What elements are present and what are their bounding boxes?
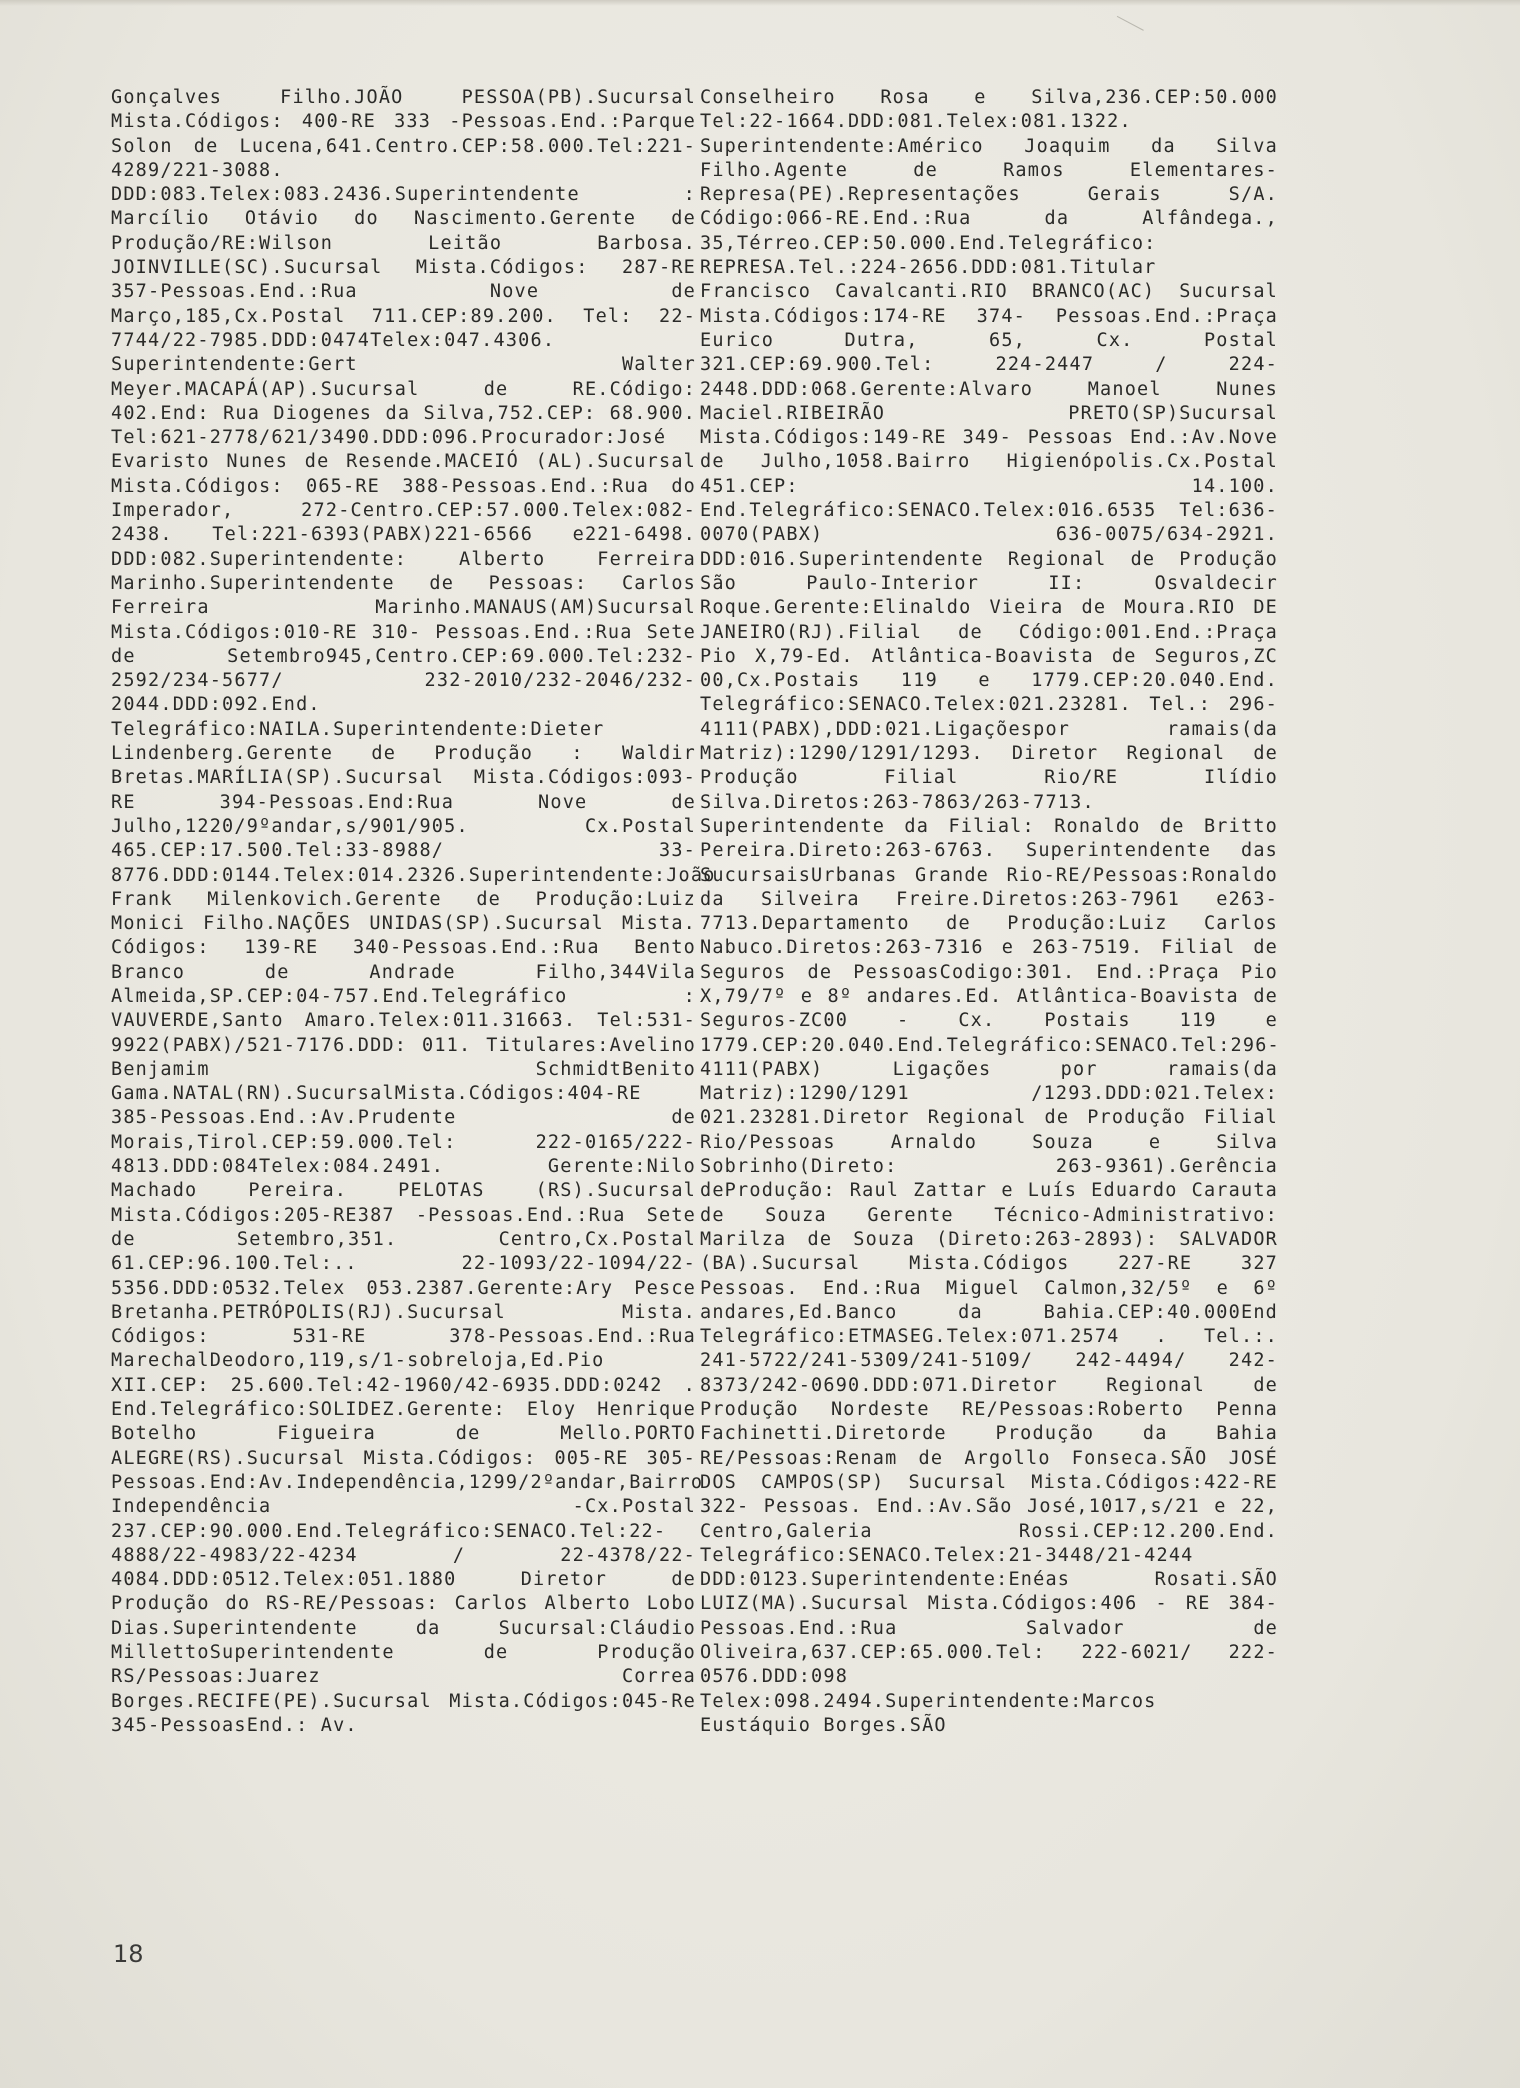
left-column-text: Gonçalves Filho.JOÃO PESSOA(PB).Sucursal Mista.Códigos: 400-RE 333 -Pessoas.End.:Parque Solon de Lucena,641.Centro.CEP:58.000.Tel:221-4289/221-3088. DDD:083.Telex:083.2436.Superintendente : Marcílio Otávio do Nascimento.Gerente de Produção/RE:Wilson Leitão Barbosa. JOINVILLE(SC).Sucursal Mista.Códigos: 287-RE 357-Pessoas.End.:Rua Nove de Março,185,Cx.Postal 711.CEP:89.200. Tel: 22-7744/22-7985.DDD:0474Telex:047.4306. Superintendente:Gert Walter Meyer.MACAPÁ(AP).Sucursal de RE.Código: 402.End: Rua Diogenes da Silva,752.CEP: 68.900. Tel:621-2778/621/3490.DDD:096.Procurador:José Evaristo Nunes de Resende.MACEIÓ (AL).Sucursal Mista.Códigos: 065-RE 388-Pessoas.End.:Rua do Imperador, 272-Centro.CEP:57.000.Telex:082-2438. Tel:221-6393(PABX)221-6566 e221-6498. DDD:082.Superintendente: Alberto Ferreira Marinho.Superintendente de Pessoas: Carlos Ferreira Marinho.MANAUS(AM)Sucursal Mista.Códigos:010-RE 310- Pessoas.End.:Rua Sete de Setembro945,Centro.CEP:69.000.Tel:232-2592/234-5677/ 232-2010/232-2046/232-2044.DDD:092.End. Telegráfico:NAILA.Superintendente:Dieter Lindenberg.Gerente de Produção : Waldir Bretas.MARÍLIA(SP).Sucursal Mista.Códigos:093-RE 394-Pessoas.End:Rua Nove de Julho,1220/9ºandar,s/901/905. Cx.Postal 465.CEP:17.500.Tel:33-8988/ 33-8776.DDD:0144.Telex:014.2326.Superintendente:João Frank Milenkovich.Gerente de Produção:Luiz Monici Filho.NAÇÕES UNIDAS(SP).Sucursal Mista. Códigos: 139-RE 340-Pessoas.End.:Rua Bento Branco de Andrade Filho,344Vila Almeida,SP.CEP:04-757.End.Telegráfico : VAUVERDE,Santo Amaro.Telex:011.31663. Tel:531-9922(PABX)/521-7176.DDD: 011. Titulares:Avelino Benjamim SchmidtBenito Gama.NATAL(RN).SucursalMista.Códigos:404-RE 385-Pessoas.End.:Av.Prudente de Morais,Tirol.CEP:59.000.Tel: 222-0165/222-4813.DDD:084Telex:084.2491. Gerente:Nilo Machado Pereira. PELOTAS (RS).Sucursal Mista.Códigos:205-RE387 -Pessoas.End.:Rua Sete de Setembro,351. Centro,Cx.Postal 61.CEP:96.100.Tel:.. 22-1093/22-1094/22-5356.DDD:0532.Telex 053.2387.Gerente:Ary Pesce Bretanha.PETRÓPOLIS(RJ).Sucursal Mista. Códigos: 531-RE 378-Pessoas.End.:Rua MarechalDeodoro,119,s/1-sobreloja,Ed.Pio XII.CEP: 25.600.Tel:42-1960/42-6935.DDD:0242 . End.Telegráfico:SOLIDEZ.Gerente: Eloy Henrique Botelho Figueira de Mello.PORTO ALEGRE(RS).Sucursal Mista.Códigos: 005-RE 305-Pessoas.End:Av.Independência,1299/2ºandar,Bairro Independência -Cx.Postal 237.CEP:90.000.End.Telegráfico:SENACO.Tel:22-4888/22-4983/22-4234 / 22-4378/22-4084.DDD:0512.Telex:051.1880 Diretor de Produção do RS-RE/Pessoas: Carlos Alberto Lobo Dias.Superintendente da Sucursal:Cláudio MillettoSuperintendente de Produção RS/Pessoas:Juarez Correa Borges.RECIFE(PE).Sucursal Mista.Códigos:045-Re 345-PessoasEnd.: Av. — [111, 87, 716, 1736]
right-column-text: Conselheiro Rosa e Silva,236.CEP:50.000 Tel:22-1664.DDD:081.Telex:081.1322. Superintendente:Américo Joaquim da Silva Filho.Agente de Ramos Elementares-Represa(PE).Representações Gerais S/A. Código:066-RE.End.:Rua da Alfândega., 35,Térreo.CEP:50.000.End.Telegráfico: REPRESA.Tel.:224-2656.DDD:081.Titular Francisco Cavalcanti.RIO BRANCO(AC) Sucursal Mista.Códigos:174-RE 374- Pessoas.End.:Praça Eurico Dutra, 65, Cx. Postal 321.CEP:69.900.Tel: 224-2447 / 224-2448.DDD:068.Gerente:Alvaro Manoel Nunes Maciel.RIBEIRÃO PRETO(SP)Sucursal Mista.Códigos:149-RE 349- Pessoas End.:Av.Nove de Julho,1058.Bairro Higienópolis.Cx.Postal 451.CEP: 14.100. End.Telegráfico:SENACO.Telex:016.6535 Tel:636-0070(PABX) 636-0075/634-2921. DDD:016.Superintendente Regional de Produção São Paulo-Interior II: Osvaldecir Roque.Gerente:Elinaldo Vieira de Moura.RIO DE JANEIRO(RJ).Filial de Código:001.End.:Praça Pio X,79-Ed. Atlântica-Boavista de Seguros,ZC 00,Cx.Postais 119 e 1779.CEP:20.040.End. Telegráfico:SENACO.Telex:021.23281. Tel.: 296-4111(PABX),DDD:021.Ligaçõespor ramais(da Matriz):1290/1291/1293. Diretor Regional de Produção Filial Rio/RE Ilídio Silva.Diretos:263-7863/263-7713. Superintendente da Filial: Ronaldo de Britto Pereira.Direto:263-6763. Superintendente das SucursaisUrbanas Grande Rio-RE/Pessoas:Ronaldo da Silveira Freire.Diretos:263-7961 e263-7713.Departamento de Produção:Luiz Carlos Nabuco.Diretos:263-7316 e 263-7519. Filial de Seguros de PessoasCodigo:301. End.:Praça Pio X,79/7º e 8º andares.Ed. Atlântica-Boavista de Seguros-ZC00 - Cx. Postais 119 e 1779.CEP:20.040.End.Telegráfico:SENACO.Tel:296-4111(PABX) Ligações por ramais(da Matriz):1290/1291 /1293.DDD:021.Telex: 021.23281.Diretor Regional de Produção Filial Rio/Pessoas Arnaldo Souza e Silva Sobrinho(Direto: 263-9361).Gerência deProdução: Raul Zattar e Luís Eduardo Carauta de Souza Gerente Técnico-Administrativo: Marilza de Souza (Direto:263-2893): SALVADOR (BA).Sucursal Mista.Códigos 227-RE 327 Pessoas. End.:Rua Miguel Calmon,32/5º e 6º andares,Ed.Banco da Bahia.CEP:40.000End Telegráfico:ETMASEG.Telex:071.2574 . Tel.:. 241-5722/241-5309/241-5109/ 242-4494/ 242-8373/242-0690.DDD:071.Diretor Regional de Produção Nordeste RE/Pessoas:Roberto Penna Fachinetti.Diretorde Produção da Bahia RE/Pessoas:Renam de Argollo Fonseca.SÃO JOSÉ DOS CAMPOS(SP) Sucursal Mista.Códigos:422-RE 322- Pessoas. End.:Av.São José,1017,s/21 e 22, Centro,Galeria Rossi.CEP:12.200.End. Telegráfico:SENACO.Telex:21-3448/21-4244 DDD:0123.Superintendente:Enéas Rosati.SÃO LUIZ(MA).Sucursal Mista.Códigos:406 - RE 384-Pessoas.End.:Rua Salvador de Oliveira,637.CEP:65.000.Tel: 222-6021/ 222-0576.DDD:098 Telex:098.2494.Superintendente:Marcos Eustáquio Borges.SÃO — [700, 87, 1280, 1736]
page-top-edge — [0, 0, 1520, 6]
page-number: 18 — [113, 1940, 144, 1968]
left-text-column — [111, 86, 716, 1738]
right-text-column — [700, 86, 1278, 1738]
